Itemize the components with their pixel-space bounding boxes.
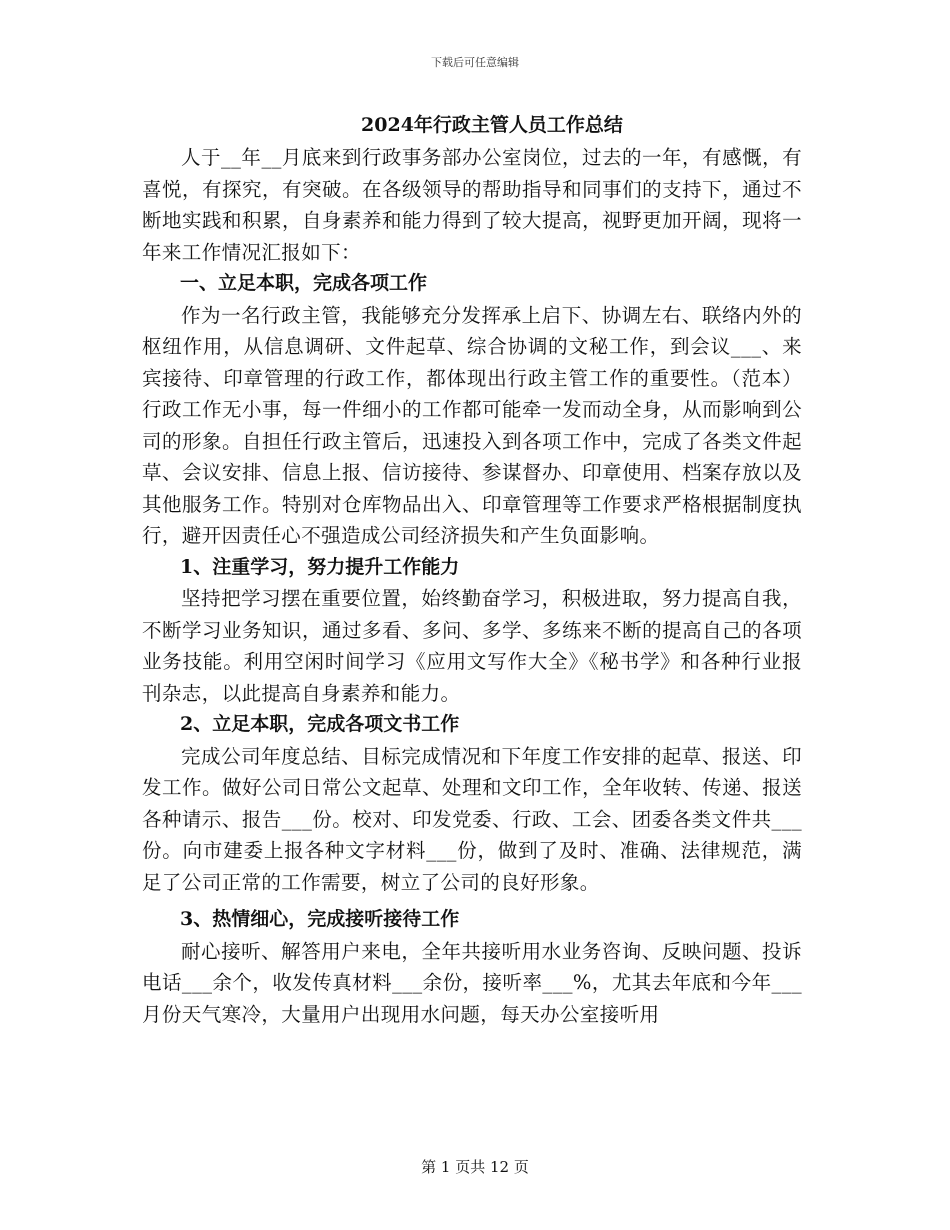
section-heading-4: 3、热情细心，完成接听接待工作 [180, 908, 460, 930]
section-heading-2: 1、注重学习，努力提升工作能力 [180, 555, 460, 578]
section-heading-1: 一、立足本职，完成各项工作 [180, 272, 428, 294]
intro-paragraph: 人于__年__月底来到行政事务部办公室岗位，过去的一年，有感慨，有喜悦，有探究，有突破。在各级领导的帮助指导和同事们的支持下，通过不断地实践和积累，自身素养和能力得到了较大提高，视野更加开阔，现将一年来工作情况汇报如下： [142, 146, 802, 264]
document-title: 2024年行政主管人员工作总结 [361, 114, 623, 136]
header-note: 下载后可任意编辑 [431, 56, 519, 69]
section-paragraph-4: 耐心接听、解答用户来电，全年共接听用水业务咨询、反映问题、投诉电话___余个，收发传真材料___余份，接听率___%，尤其去年底和今年___月份天气寒冷，大量用户出现用水问题，每天办公室接听用 [142, 939, 802, 1026]
section-paragraph-3: 完成公司年度总结、目标完成情况和下年度工作安排的起草、报送、印发工作。做好公司日常公文起草、处理和文印工作，全年收转、传递、报送各种请示、报告___份。校对、印发党委、行政、工会、团委各类文件共___份。向市建委上报各种文字材料___份，做到了及时、准确、法律规范，满足了公司正常的工作需要，树立了公司的良好形象。 [142, 744, 802, 894]
section-paragraph-2: 坚持把学习摆在重要位置，始终勤奋学习，积极进取，努力提高自我，不断学习业务知识，通过多看、多问、多学、多练来不断的提高自己的各项业务技能。利用空闲时间学习《应用文写作大全》《秘书学》和各种行业报刊杂志，以此提高自身素养和能力。 [142, 587, 802, 705]
section-heading-3: 2、立足本职，完成各项文书工作 [180, 713, 460, 735]
document-body [142, 108, 802, 1030]
section-paragraph-1: 作为一名行政主管，我能够充分发挥承上启下、协调左右、联络内外的枢纽作用，从信息调研、文件起草、综合协调的文秘工作，到会议___、来宾接待、印章管理的行政工作，都体现出行政主管工作的重要性。（范本）行政工作无小事，每一件细小的工作都可能牵一发而动全身，从而影响到公司的形象。自担任行政主管后，迅速投入到各项工作中，完成了各类文件起草、会议安排、信息上报、信访接待、参谋督办、印章使用、档案存放以及其他服务工作。特别对仓库物品出入、印章管理等工作要求严格根据制度执行，避开因责任心不强造成公司经济损失和产生负面影响。 [142, 303, 802, 547]
page-footer: 第 1 页共 12 页 [421, 1158, 529, 1176]
